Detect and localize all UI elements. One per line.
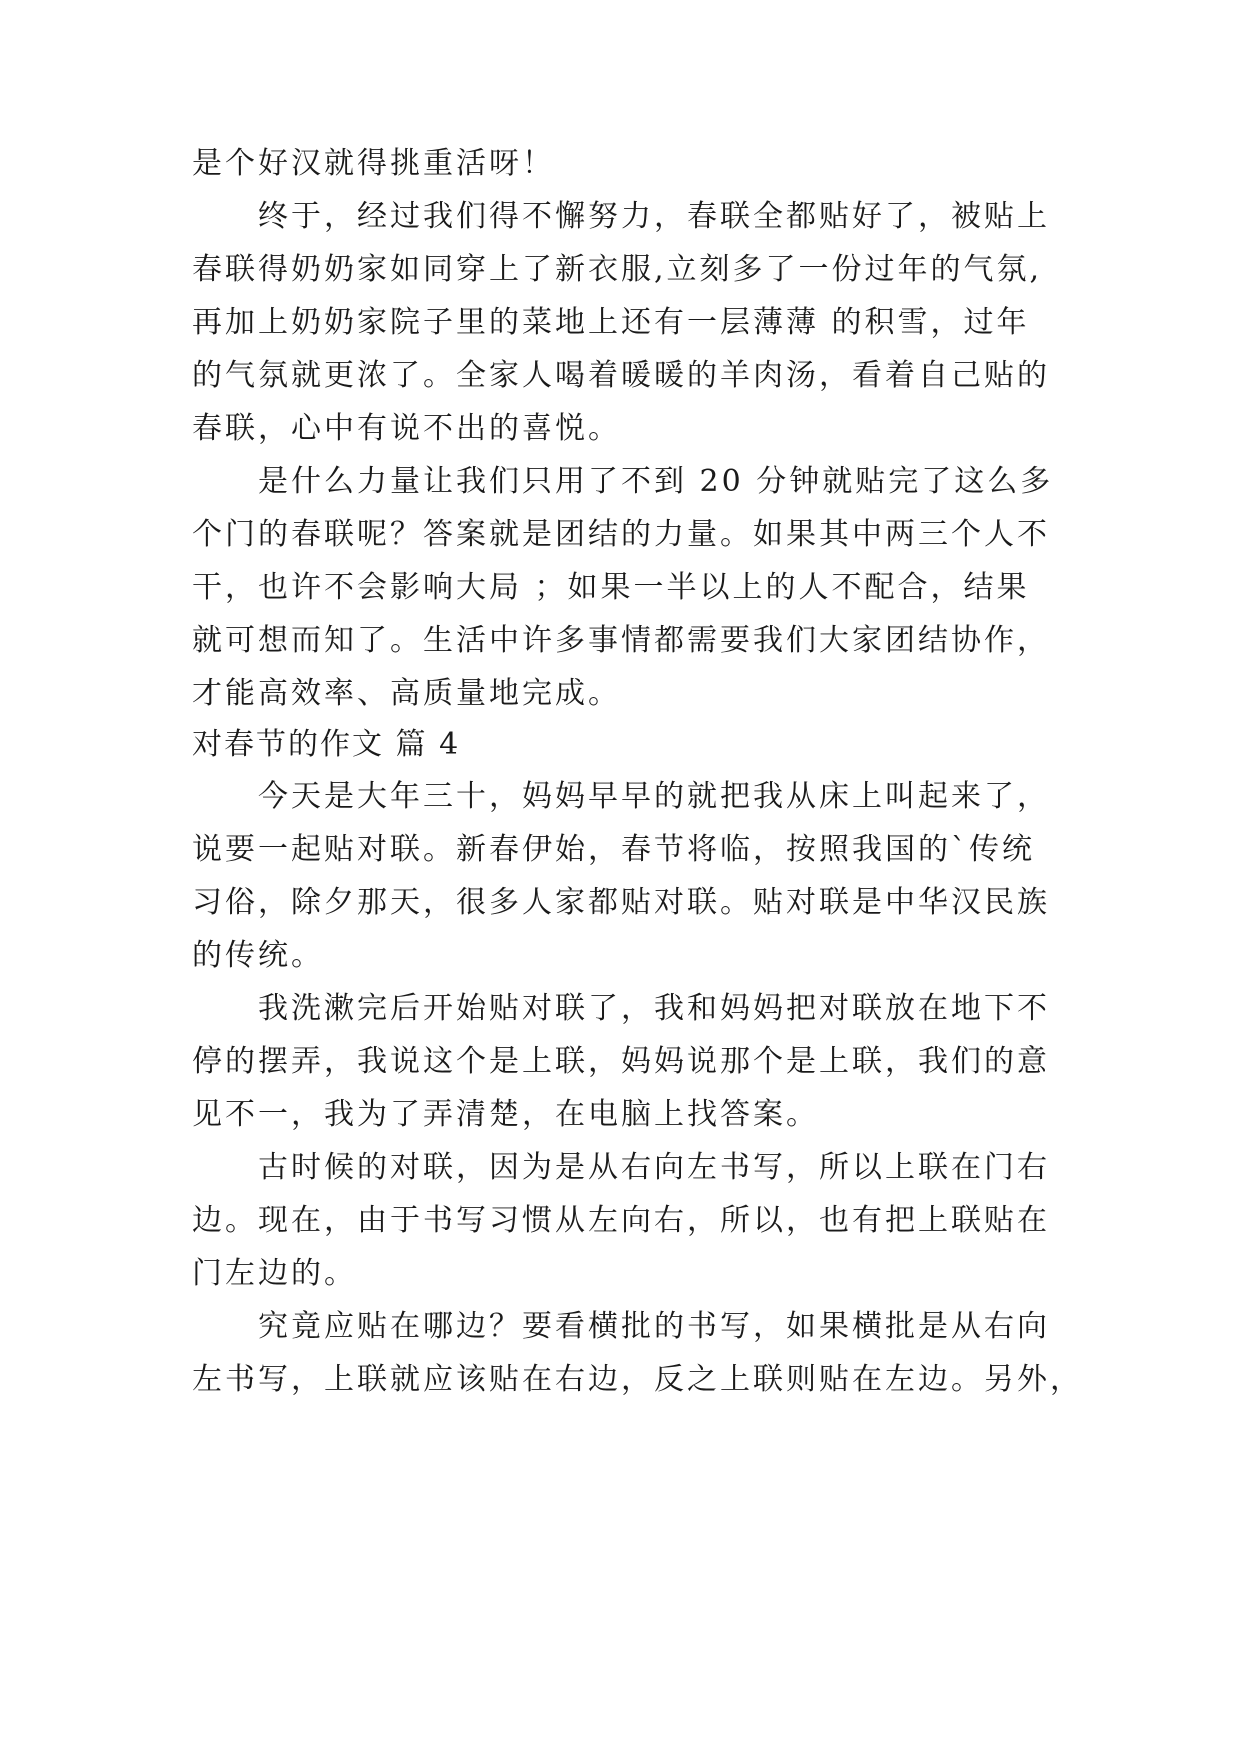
text-line: 习俗，除夕那天，很多人家都贴对联。贴对联是中华汉民族: [192, 885, 1050, 920]
text-line: 是个好汉就得挑重活呀！: [192, 146, 555, 181]
text-line: 个门的春联呢？答案就是团结的力量。如果其中两三个人不: [192, 517, 1050, 552]
text-line: 左书写，上联就应该贴在右边，反之上联则贴在左边。另外，: [192, 1362, 1083, 1397]
paragraph-first-line: 古时候的对联，因为是从右向左书写，所以上联在门右: [258, 1150, 1050, 1185]
text-line: 说要一起贴对联。新春伊始，春节将临，按照我国的`传统: [192, 832, 1035, 867]
text-line: 边。现在，由于书写习惯从左向右，所以，也有把上联贴在: [192, 1203, 1050, 1238]
text-line: 的气氛就更浓了。全家人喝着暖暖的羊肉汤，看着自己贴的: [192, 358, 1050, 393]
text-line: 门左边的。: [192, 1256, 357, 1291]
paragraph-first-line: 终于，经过我们得不懈努力，春联全都贴好了，被贴上: [258, 199, 1050, 234]
paragraph-first-line: 是什么力量让我们只用了不到 20 分钟就贴完了这么多: [258, 464, 1054, 499]
text-line: 干，也许不会影响大局 ；如果一半以上的人不配合，结果: [192, 570, 1030, 605]
text-line: 再加上奶奶家院子里的菜地上还有一层薄薄 的积雪，过年: [192, 305, 1030, 340]
text-line: 才能高效率、高质量地完成。: [192, 676, 621, 711]
paragraph-first-line: 今天是大年三十，妈妈早早的就把我从床上叫起来了，: [258, 779, 1050, 814]
text-line: 见不一，我为了弄清楚，在电脑上找答案。: [192, 1097, 819, 1132]
paragraph-first-line: 究竟应贴在哪边？要看横批的书写，如果横批是从右向: [258, 1309, 1050, 1344]
text-line: 春联得奶奶家如同穿上了新衣服,立刻多了一份过年的气氛,: [192, 252, 1043, 287]
section-heading: 对春节的作文 篇 4: [192, 727, 461, 762]
text-line: 停的摆弄，我说这个是上联，妈妈说那个是上联，我们的意: [192, 1044, 1050, 1079]
paragraph-first-line: 我洗漱完后开始贴对联了，我和妈妈把对联放在地下不: [258, 991, 1050, 1026]
text-line: 春联，心中有说不出的喜悦。: [192, 411, 621, 446]
text-line: 就可想而知了。生活中许多事情都需要我们大家团结协作，: [192, 623, 1050, 658]
text-line: 的传统。: [192, 938, 324, 973]
